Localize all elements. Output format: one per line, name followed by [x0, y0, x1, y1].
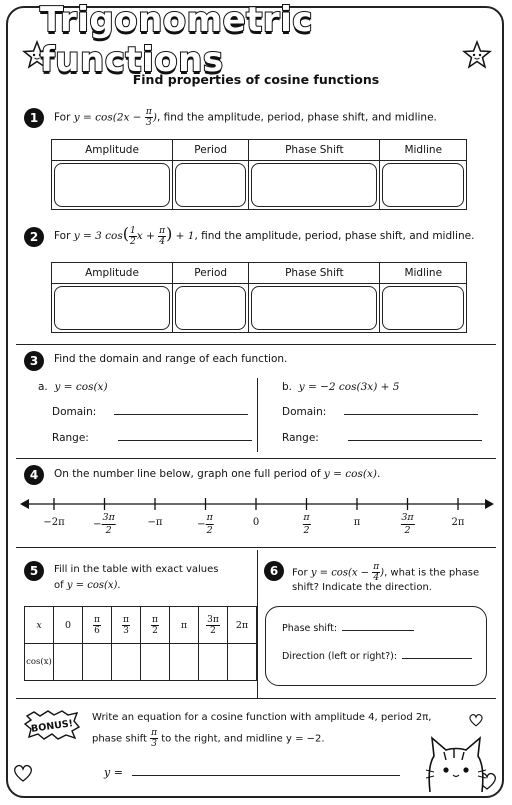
row-label-x: x — [25, 607, 54, 644]
question-3b-domain: Domain: — [282, 406, 478, 418]
question-2-text: For y = 3 cos( $\frac{1}{2}$ x + $\frac{\pi}{4}$ ) + 1, find the amplitude, period, phase shift, and midline. — [54, 224, 475, 247]
q2-amplitude-answer[interactable] — [54, 286, 170, 330]
q3b-range-blank[interactable] — [348, 440, 482, 441]
bonus-answer-blank[interactable] — [132, 775, 400, 776]
number-line-label: −2π — [43, 517, 65, 528]
direction-label: Direction (left or right?): — [282, 651, 472, 662]
bonus-line-1: Write an equation for a cosine function with amplitude 4, period 2π, — [92, 712, 432, 723]
bonus-answer: y = — [104, 766, 400, 779]
heart-doodle-small — [468, 712, 484, 728]
q2-phase-shift-answer[interactable] — [251, 286, 377, 330]
q1-midline-answer[interactable] — [382, 163, 464, 207]
q1-phase-shift-answer[interactable] — [251, 163, 377, 207]
question-6-answer-box — [265, 606, 487, 686]
q3a-domain-blank[interactable] — [114, 414, 248, 415]
number-line-label: −π — [147, 517, 163, 528]
bonus-badge — [24, 710, 80, 740]
x-value-cell: π — [170, 607, 199, 644]
question-4-text: On the number line below, graph one full period of y = cos(x). — [54, 468, 381, 480]
question-1-text: For y = cos(2x − $\frac{\pi}{3}$ ), find the amplitude, period, phase shift, and midline. — [54, 107, 437, 128]
number-line-label: − $\frac{3\pi}{2}$ — [93, 512, 115, 536]
question-3b-label: b. y = −2 cos(3x) + 5 — [282, 381, 400, 393]
number-line-label: 0 — [252, 517, 260, 528]
header-period: Period — [173, 140, 249, 161]
divider-3 — [16, 547, 496, 548]
divider-4 — [16, 698, 496, 699]
divider-1 — [16, 344, 496, 345]
x-value-cell: 2π — [228, 607, 257, 644]
number-line-label: π — [353, 517, 361, 528]
question-6-number: 6 — [264, 561, 284, 581]
question-4-number: 4 — [24, 465, 44, 485]
direction-blank[interactable] — [402, 658, 472, 659]
question-2-table — [51, 262, 467, 333]
header-midline: Midline — [380, 140, 467, 161]
number-line-label: − $\frac{\pi}{2}$ — [197, 512, 213, 536]
cos-value-cell[interactable] — [54, 644, 83, 681]
number-line-label: 2π — [451, 517, 465, 528]
cos-values-table — [24, 606, 257, 681]
number-line[interactable] — [20, 494, 494, 514]
question-3-text: Find the domain and range of each function. — [54, 353, 288, 365]
question-1-table — [51, 139, 467, 210]
cos-value-cell[interactable] — [199, 644, 228, 681]
divider-q3 — [257, 378, 258, 452]
question-6-line-1: For y = cos(x − $\frac{\pi}{4}$ ), what is the phase — [292, 562, 480, 583]
question-5-number: 5 — [24, 561, 44, 581]
header-amplitude: Amplitude — [52, 263, 173, 284]
header-amplitude: Amplitude — [52, 140, 173, 161]
cos-value-cell[interactable] — [228, 644, 257, 681]
row-label-cos: cos(x) — [25, 644, 54, 681]
q2-midline-answer[interactable] — [382, 286, 464, 330]
header-midline: Midline — [380, 263, 467, 284]
phase-shift-blank[interactable] — [342, 630, 414, 631]
cos-value-cell[interactable] — [112, 644, 141, 681]
question-6-line-2: shift? Indicate the direction. — [292, 582, 432, 593]
page-subtitle: Find properties of cosine functions — [132, 72, 380, 87]
heart-doodle-left — [12, 762, 34, 784]
x-value-cell: $\frac{3\pi}{2}$ — [199, 607, 228, 644]
page-title: Trigonometric functions — [40, 0, 313, 80]
question-5-line-1: Fill in the table with exact values — [54, 564, 219, 575]
divider-q5-q6 — [257, 550, 258, 698]
x-value-cell: $\frac{\pi}{3}$ — [112, 607, 141, 644]
number-line-label: $\frac{\pi}{2}$ — [303, 512, 310, 536]
x-value-cell: $\frac{\pi}{6}$ — [83, 607, 112, 644]
question-5-line-2: of y = cos(x). — [54, 580, 121, 591]
q3b-domain-blank[interactable] — [344, 414, 478, 415]
q3a-range-blank[interactable] — [118, 440, 252, 441]
header-period: Period — [173, 263, 249, 284]
question-3b-range: Range: — [282, 432, 482, 444]
question-3a-range: Range: — [52, 432, 252, 444]
question-1-number: 1 — [24, 108, 44, 128]
q1-period-answer[interactable] — [175, 163, 246, 207]
bonus-line-2: phase shift $\frac{\pi}{3}$ to the right, and midline y = −2. — [92, 728, 325, 749]
phase-shift-label: Phase shift: — [282, 623, 414, 634]
cat-doodle — [424, 734, 488, 794]
header-phase-shift: Phase Shift — [249, 263, 380, 284]
bonus-label: BONUS! — [30, 718, 74, 735]
question-3-number: 3 — [24, 351, 44, 371]
question-3a-label: a. y = cos(x) — [38, 381, 108, 393]
number-line-label: $\frac{3\pi}{2}$ — [401, 512, 414, 536]
divider-2 — [16, 458, 496, 459]
header-phase-shift: Phase Shift — [249, 140, 380, 161]
x-value-cell: 0 — [54, 607, 83, 644]
q1-amplitude-answer[interactable] — [54, 163, 170, 207]
cos-value-cell[interactable] — [83, 644, 112, 681]
q2-period-answer[interactable] — [175, 286, 246, 330]
question-3a-domain: Domain: — [52, 406, 248, 418]
cos-value-cell[interactable] — [141, 644, 170, 681]
question-2-number: 2 — [24, 227, 44, 247]
x-value-cell: $\frac{\pi}{2}$ — [141, 607, 170, 644]
cos-value-cell[interactable] — [170, 644, 199, 681]
